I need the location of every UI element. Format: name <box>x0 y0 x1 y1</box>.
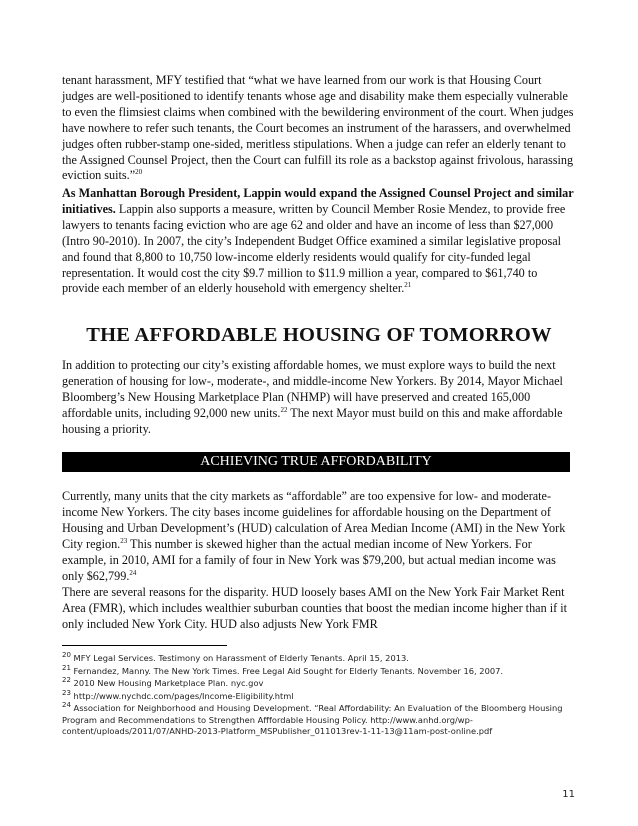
footnote-number: 22 <box>62 676 71 685</box>
footnote-number: 23 <box>62 689 71 698</box>
paragraph-text: There are several reasons for the disparity. HUD loosely bases AMI on the New York Fair Market Rent Area (FMR), which includes wealthier suburban counties that boost the median income higher than if it only included New York City. HUD also adjusts New York FMR <box>62 585 567 631</box>
paragraph-text: This number is skewed higher than the actual median income of New Yorkers. For example, in 2010, AMI for a family of four in New York was $79,200, but actual median income was only $62,799. <box>62 536 556 583</box>
footnotes <box>62 653 576 739</box>
footnote-item <box>62 691 576 702</box>
page-number: 11 <box>562 789 575 800</box>
footnote-ref: 20 <box>135 168 143 177</box>
paragraph-affordable-housing-intro <box>62 358 576 438</box>
footnote-text: http://www.nychdc.com/pages/Income-Eligibility.html <box>70 690 294 701</box>
footnote-ref: 22 <box>280 405 288 414</box>
paragraph-text: tenant harassment, MFY testified that “what we have learned from our work is that Housing Court judges are well-positioned to identify tenants whose age and disability make them especially vulnerable to even the flimsiest claims when combined with the bewildering environment of the court. When judges have nowhere to refer such tenants, the Court becomes an instrument of the harassers, and overwhelmed judges often rubber-stamp one-sided, meritless stipulations. When a judge can refer an elderly tenant to the Assigned Counsel Project, then the Court can fulfill its role as a backstop against frivolous, harassing eviction suits.” <box>62 73 574 183</box>
paragraph-text: The next Mayor must build on this and make affordable housing a priority. <box>62 405 563 436</box>
footnote-text: 2010 New Housing Marketplace Plan. nyc.gov <box>70 678 264 689</box>
footnote-item <box>62 663 576 677</box>
paragraph-disparity-reasons <box>62 585 576 633</box>
footnote-text: Association for Neighborhood and Housing Development. “Real Affordability: An Evaluation of the Bloomberg Housing Program and Recommendations to Strengthen Afffordable Housing Policy. http://www.anhd.org/wp-content/uploads/2011/07/ANHD-2013-Platform_MSPublisher_011013rev-1-11-13@11am-post-online.pdf <box>62 703 563 737</box>
footnote-text: MFY Legal Services. Testimony on Harassment of Elderly Tenants. April 15, 2013. <box>70 653 409 663</box>
footnote-number: 21 <box>62 663 71 672</box>
bold-lead-sentence: As Manhattan Borough President, Lappin would expand the Assigned Counsel Project and similar initiatives. <box>62 186 574 216</box>
footnote-item <box>62 703 576 737</box>
paragraph-text: Lappin also supports a measure, written by Council Member Rosie Mendez, to provide free lawyers to tenants facing eviction who are age 62 and older and have an income of less than $27,000 (Intro 90-2010). In 2007, the city’s Independent Budget Office examined a similar legislative proposal and found that 8,800 to 10,750 low-income elderly residents would qualify for city-funded legal representation. It would cost the city $9.7 million to $11.9 million a year, compared to $61,740 to provide each member of an elderly household with emergency shelter. <box>62 201 566 296</box>
footnote-ref: 24 <box>129 568 137 577</box>
section-heading: THE AFFORDABLE HOUSING OF TOMORROW <box>86 324 552 346</box>
paragraph-text: Currently, many units that the city markets as “affordable” are too expensive for low- and moderate-income New Yorkers. The city bases income guidelines for affordable housing on the Department of Housing and Urban Development’s (HUD) calculation of Area Median Income (AMI) in the New York City region. <box>62 489 566 551</box>
footnote-separator <box>62 645 227 646</box>
paragraph-text: In addition to protecting our city’s existing affordable homes, we must explore ways to build the next generation of housing for low-, moderate-, and middle-income New Yorkers. By 2014, Mayor Michael Bloomberg’s New Housing Marketplace Plan (NHMP) will have preserved and created 165,000 affordable units, including 92,000 new units. <box>62 358 563 420</box>
footnote-ref: 23 <box>120 536 128 545</box>
paragraph-mfy-testimony <box>62 73 576 184</box>
footnote-item <box>62 678 576 689</box>
paragraph-assigned-counsel <box>62 186 576 297</box>
paragraph-ami-explanation <box>62 489 576 584</box>
footnote-item <box>62 653 576 664</box>
subsection-banner: ACHIEVING TRUE AFFORDABILITY <box>62 452 570 472</box>
footnote-number: 20 <box>62 651 71 660</box>
footnote-text: Fernandez, Manny. The New York Times. Free Legal Aid Sought for Elderly Tenants. November 16, 2007. <box>70 665 504 676</box>
footnote-number: 24 <box>62 701 71 710</box>
footnote-ref: 21 <box>404 281 412 290</box>
